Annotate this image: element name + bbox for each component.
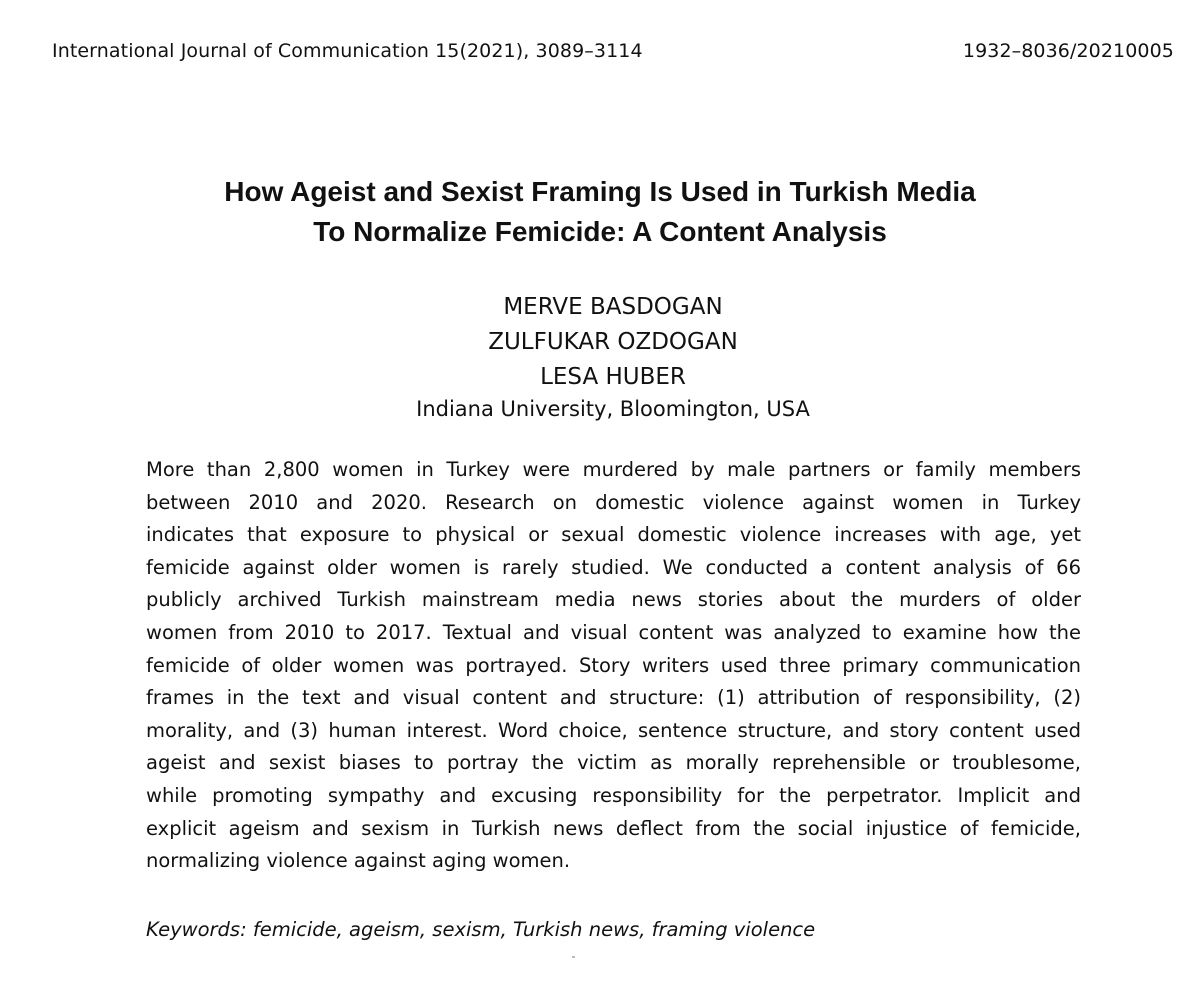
abstract-line: women from 2010 to 2017. Textual and visual content was analyzed to examine how the xyxy=(146,620,1081,644)
abstract-line: indicates that exposure to physical or sexual domestic violence increases with age, yet xyxy=(146,523,1081,547)
issn-code: 1932–8036/20210005 xyxy=(962,40,1174,62)
title-line-2: To Normalize Femicide: A Content Analysis xyxy=(313,216,887,247)
abstract-line: morality, and (3) human interest. Word choice, sentence structure, and story content used xyxy=(146,718,1081,742)
author-name: MERVE BASDOGAN xyxy=(503,294,723,320)
journal-citation: International Journal of Communication 15(2021), 3089–3114 xyxy=(52,40,643,62)
scan-speck xyxy=(572,956,575,958)
author-list xyxy=(0,290,1200,395)
keywords: Keywords: femicide, ageism, sexism, Turkish news, framing violence xyxy=(146,918,816,941)
running-head xyxy=(52,40,1174,62)
abstract-line: femicide against older women is rarely studied. We conducted a content analysis of 66 xyxy=(146,555,1081,579)
abstract-line: ageist and sexist biases to portray the victim as morally reprehensible or troublesome, xyxy=(146,751,1081,775)
abstract-line: explicit ageism and sexism in Turkish news deflect from the social injustice of femicide, xyxy=(146,816,1081,840)
abstract-line: normalizing violence against aging women. xyxy=(146,849,571,873)
abstract-line: while promoting sympathy and excusing responsibility for the perpetrator. Implicit and xyxy=(146,783,1081,807)
abstract-line: between 2010 and 2020. Research on domestic violence against women in Turkey xyxy=(146,490,1081,514)
author-name: ZULFUKAR OZDOGAN xyxy=(488,329,738,355)
author-name: LESA HUBER xyxy=(540,364,686,390)
abstract-line: femicide of older women was portrayed. Story writers used three primary communication xyxy=(146,653,1081,677)
abstract-line: frames in the text and visual content and structure: (1) attribution of responsibility, (2) xyxy=(146,686,1081,710)
abstract-line: publicly archived Turkish mainstream media news stories about the murders of older xyxy=(146,588,1081,612)
affiliation: Indiana University, Bloomington, USA xyxy=(416,397,810,421)
paper-title xyxy=(0,172,1200,252)
title-line-1: How Ageist and Sexist Framing Is Used in Turkish Media xyxy=(224,176,976,207)
abstract xyxy=(146,454,1081,878)
abstract-line: More than 2,800 women in Turkey were murdered by male partners or family members xyxy=(146,458,1081,481)
